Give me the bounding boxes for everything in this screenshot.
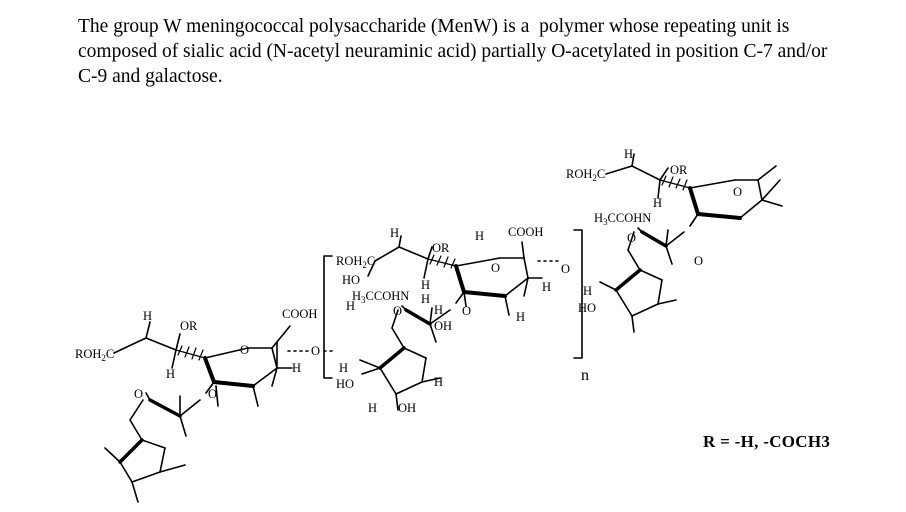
hydroxyl-label: OH [434, 319, 453, 333]
repeat-bracket-right [574, 230, 582, 358]
left-unit-substituent-bonds [272, 326, 292, 386]
ring-oxygen-label: O [694, 254, 704, 268]
hydrogen-label: H [475, 229, 485, 243]
ring-oxygen-label: O [733, 185, 743, 199]
glycosidic-oxygen-label: O [311, 344, 321, 358]
ring-oxygen-label: O [208, 387, 218, 401]
r-group-legend: R = -H, -COCH3 [703, 432, 831, 451]
repeat-unit-subscript: n [581, 367, 589, 384]
ring-oxygen-label: O [393, 304, 403, 318]
hydrogen-label: H [516, 310, 526, 324]
hydrogen-label: H [421, 292, 431, 306]
left-unit-bold-bond [120, 400, 180, 462]
right-unit-galactose-ring [600, 214, 698, 332]
or-label: OR [432, 241, 450, 255]
or-label: OR [180, 319, 198, 333]
hydrogen-label: H [421, 278, 431, 292]
left-unit-ring-bold-bond [205, 358, 253, 386]
ring-oxygen-label: O [491, 261, 501, 275]
middle-unit-substituent-bonds [464, 242, 542, 315]
acetamido-label: $H_3CCOHN$ [352, 289, 410, 305]
structure-labels [75, 147, 742, 415]
ho-label: HO [578, 301, 597, 315]
roh2c-label: $ROH_2C$ [336, 254, 376, 270]
middle-unit-stereo-hash [428, 255, 456, 268]
ho-label: HO [336, 377, 355, 391]
ring-oxygen-label: O [134, 387, 144, 401]
hydrogen-label: H [368, 401, 378, 415]
hydrogen-label: H [583, 284, 593, 298]
hydrogen-label: H [624, 147, 634, 161]
acetamido-label: $H_3CCOHN$ [594, 211, 652, 227]
hydrogen-label: H [143, 309, 153, 323]
repeat-bracket-left [324, 256, 332, 378]
right-unit-stereo-hash [660, 176, 690, 190]
hydrogen-label: H [346, 299, 356, 313]
cooh-label: COOH [508, 225, 544, 239]
hydrogen-label: H [434, 375, 444, 389]
middle-unit-sidechain [368, 236, 432, 278]
right-unit-bold-bond [616, 232, 666, 290]
left-unit-stereo-hash [176, 346, 205, 360]
left-unit-galactose-ring [105, 342, 277, 502]
ring-oxygen-label: O [627, 231, 637, 245]
right-unit-sidechain [606, 154, 668, 198]
hydrogen-label: H [166, 367, 176, 381]
hydrogen-label: H [653, 196, 663, 210]
ho-label: HO [342, 273, 361, 287]
hydrogen-label: H [542, 280, 552, 294]
ring-oxygen-label: O [462, 304, 472, 318]
hydroxyl-label: OH [398, 401, 417, 415]
hydrogen-label: H [434, 303, 444, 317]
left-unit-sidechain [114, 322, 180, 368]
glycosidic-oxygen-label: O [561, 262, 571, 276]
middle-unit-galactose-ring [360, 292, 464, 410]
or-label: OR [670, 163, 688, 177]
hydrogen-label: H [292, 361, 302, 375]
roh2c-label: $ROH_2C$ [75, 347, 115, 363]
ring-oxygen-label: O [240, 343, 250, 357]
hydrogen-label: H [339, 361, 349, 375]
hydrogen-label: H [390, 226, 400, 240]
caption-text: The group W meningococcal polysaccharide (MenW) is a polymer whose repeating unit is composed of sialic acid (N-acetyl neuraminic acid) partially O-acetylated in position C-7 and/or C-9 and galactose. [78, 16, 833, 87]
roh2c-label: $ROH_2C$ [566, 167, 606, 183]
middle-unit-bold-bond [380, 310, 430, 368]
cooh-label: COOH [282, 307, 318, 321]
